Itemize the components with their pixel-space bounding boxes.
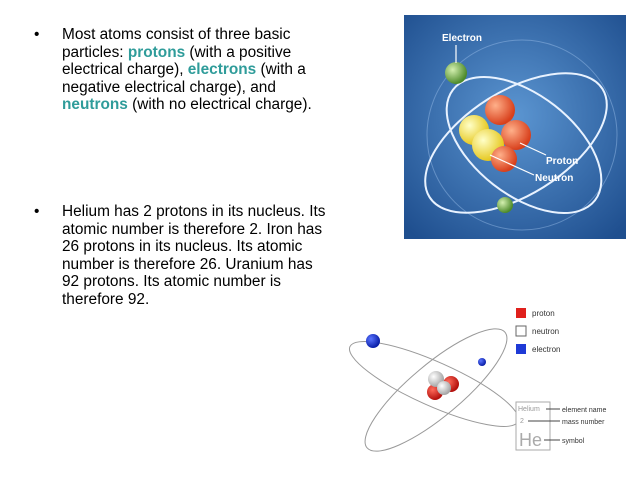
bullet-text: Helium has 2 protons in its nucleus. Its atomic number is therefore 2. Iron has 26 protons in its nucleus. Its atomic number is therefore 26. Uranium has 92 protons. Its atomic number is therefore 92.	[62, 203, 326, 308]
callout-mass-number: mass number	[562, 419, 605, 426]
neutron-particle	[437, 381, 451, 395]
callout-element-name: element name	[562, 407, 607, 414]
element-symbol: He	[519, 430, 543, 450]
legend-swatch-neutron	[516, 326, 526, 336]
term-neutrons: neutrons	[62, 96, 128, 114]
label-proton: Proton	[546, 156, 579, 167]
bullet-marker: •	[34, 203, 40, 220]
bullet-atomic-number	[34, 203, 334, 309]
electron-particle	[366, 334, 380, 348]
text-run: (with no electrical charge).	[127, 96, 312, 114]
label-neutron: Neutron	[535, 173, 574, 184]
proton-particle	[485, 95, 515, 125]
element-mass-number: 2	[520, 418, 524, 425]
term-electrons: electrons	[187, 61, 257, 79]
bullet-marker: •	[34, 26, 40, 43]
legend-label-neutron: neutron	[532, 327, 560, 336]
term-protons: protons	[127, 43, 186, 61]
text-run: Most atoms consist of three basic particles:	[62, 26, 291, 61]
electron-particle	[478, 358, 486, 366]
label-electron: Electron	[442, 33, 483, 44]
text-run: (with a negative electrical charge), and	[62, 61, 306, 96]
legend-label-proton: proton	[532, 309, 555, 318]
legend-swatch-proton	[516, 308, 526, 318]
electron-particle	[445, 62, 467, 84]
electron-particle	[497, 197, 513, 213]
helium-diagram	[338, 288, 633, 476]
bullet-text	[62, 26, 334, 114]
bullet-atom-particles	[34, 26, 334, 114]
legend-label-electron: electron	[532, 345, 561, 354]
legend-swatch-electron	[516, 344, 526, 354]
element-name: Helium	[518, 406, 540, 413]
callout-symbol: symbol	[562, 438, 585, 445]
proton-particle	[491, 146, 517, 172]
text-run: (with a positive electrical charge),	[62, 43, 292, 79]
atom-illustration	[404, 15, 626, 239]
